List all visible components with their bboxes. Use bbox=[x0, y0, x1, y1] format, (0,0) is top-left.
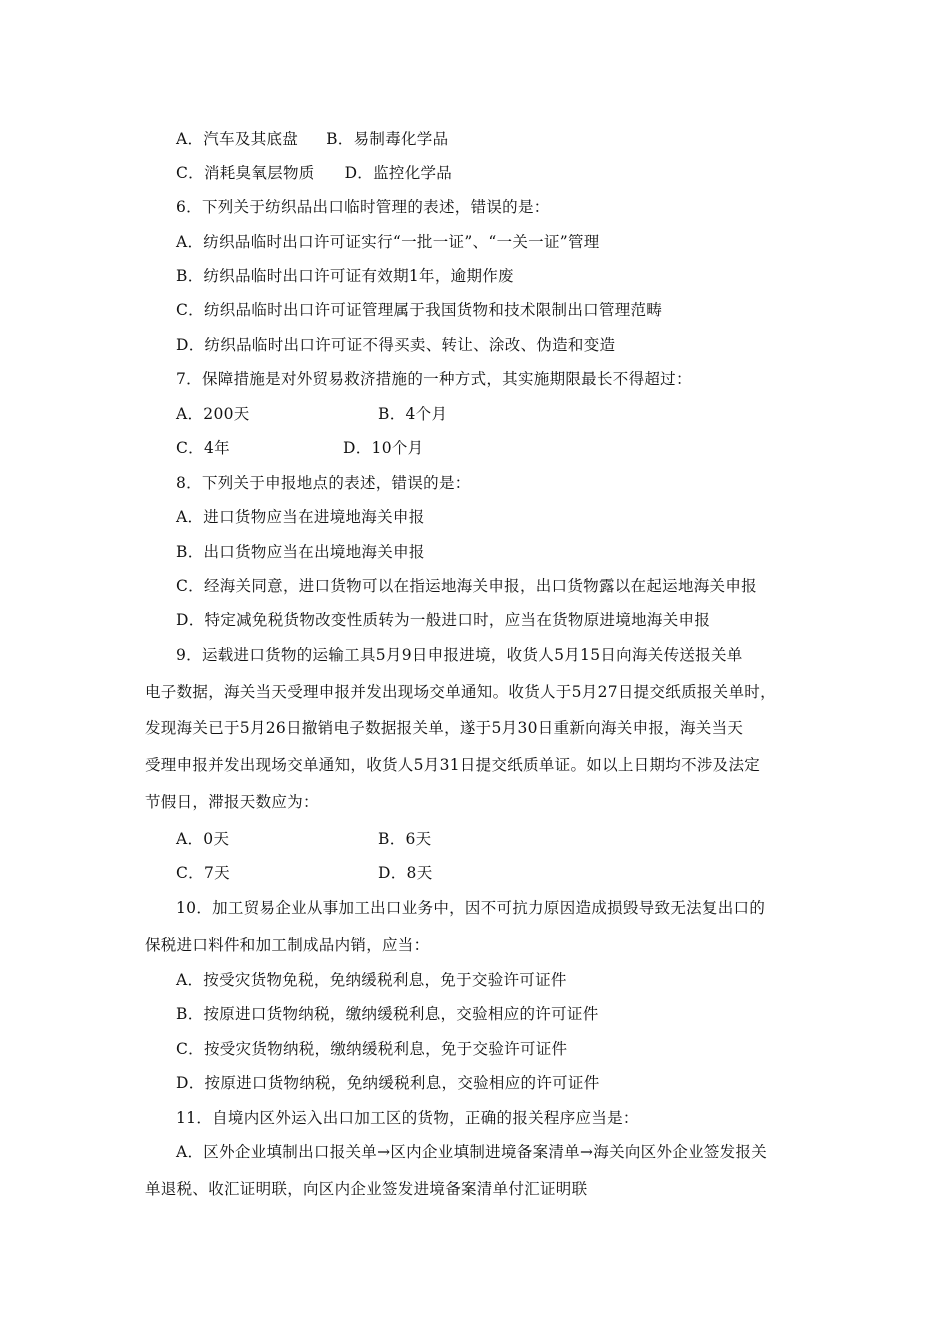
q7-options-row-1 bbox=[176, 404, 447, 424]
q10-option-c: C．按受灾货物纳税，缴纳缓税利息，免于交验许可证件 bbox=[176, 1040, 568, 1058]
q5-option-a: A．汽车及其底盘 bbox=[176, 130, 299, 148]
q7-options-row-2 bbox=[176, 438, 423, 458]
q6-option-c: C．纺织品临时出口许可证管理属于我国货物和技术限制出口管理范畴 bbox=[176, 301, 663, 319]
q10-option-d: D．按原进口货物纳税，免纳缓税利息，交验相应的许可证件 bbox=[176, 1074, 600, 1092]
q6-option-d: D．纺织品临时出口许可证不得买卖、转让、涂改、伪造和变造 bbox=[176, 336, 616, 354]
q8-option-d: D．特定减免税货物改变性质转为一般进口时，应当在货物原进境地海关申报 bbox=[176, 611, 711, 629]
q9-stem-line-4: 受理申报并发出现场交单通知，收货人5月31日提交纸质单证。如以上日期均不涉及法定 bbox=[145, 756, 761, 774]
q9-options-row-1 bbox=[176, 829, 431, 849]
q7-option-a: A．200天 bbox=[176, 405, 250, 423]
q5-option-b: B．易制毒化学品 bbox=[326, 130, 449, 148]
q9-option-b: B．6天 bbox=[378, 830, 432, 848]
q10-stem-line-2: 保税进口料件和加工制成品内销，应当： bbox=[145, 936, 430, 954]
q9-option-a: A．0天 bbox=[176, 830, 230, 848]
q9-stem-line-2: 电子数据，海关当天受理申报并发出现场交单通知。收货人于5月27日提交纸质报关单时， bbox=[145, 683, 776, 701]
q10-option-a: A．按受灾货物免税，免纳缓税利息，免于交验许可证件 bbox=[176, 971, 567, 989]
q7-stem: 7．保障措施是对外贸易救济措施的一种方式，其实施期限最长不得超过： bbox=[176, 370, 692, 388]
q9-stem-line-1: 9．运载进口货物的运输工具5月9日申报进境，收货人5月15日向海关传送报关单 bbox=[176, 646, 743, 664]
q9-option-d: D．8天 bbox=[378, 864, 433, 882]
q5-options-row-1 bbox=[176, 129, 448, 149]
q10-stem-line-1: 10．加工贸易企业从事加工出口业务中，因不可抗力原因造成损毁导致无法复出口的 bbox=[176, 899, 766, 917]
q9-stem-line-3: 发现海关已于5月26日撤销电子数据报关单，遂于5月30日重新向海关申报，海关当天 bbox=[145, 719, 744, 737]
q5-option-d: D．监控化学品 bbox=[344, 164, 453, 182]
q8-stem: 8．下列关于申报地点的表述，错误的是： bbox=[176, 474, 471, 492]
q5-option-c: C．消耗臭氧层物质 bbox=[176, 164, 315, 182]
q11-option-a-line-1: A．区外企业填制出口报关单→区内企业填制进境备案清单→海关向区外企业签发报关 bbox=[176, 1143, 768, 1161]
q9-option-c: C．7天 bbox=[176, 864, 230, 882]
q8-option-a: A．进口货物应当在进境地海关申报 bbox=[176, 508, 425, 526]
q6-option-b: B．纺织品临时出口许可证有效期1年，逾期作废 bbox=[176, 267, 514, 285]
q6-stem: 6．下列关于纺织品出口临时管理的表述，错误的是： bbox=[176, 198, 550, 216]
q8-option-c: C．经海关同意，进口货物可以在指运地海关申报，出口货物露以在起运地海关申报 bbox=[176, 577, 757, 595]
q7-option-b: B．4个月 bbox=[378, 405, 448, 423]
q9-stem-line-5: 节假日，滞报天数应为： bbox=[145, 793, 319, 811]
q7-option-c: C．4年 bbox=[176, 439, 230, 457]
q5-options-row-2 bbox=[176, 163, 452, 183]
q9-options-row-2 bbox=[176, 863, 433, 883]
q11-option-a-line-2: 单退税、收汇证明联，向区内企业签发进境备案清单付汇证明联 bbox=[145, 1180, 588, 1198]
q7-option-d: D．10个月 bbox=[343, 439, 424, 457]
q8-option-b: B．出口货物应当在出境地海关申报 bbox=[176, 543, 425, 561]
q11-stem: 11．自境内区外运入出口加工区的货物，正确的报关程序应当是： bbox=[176, 1109, 639, 1127]
q10-option-b: B．按原进口货物纳税，缴纳缓税利息，交验相应的许可证件 bbox=[176, 1005, 599, 1023]
q6-option-a: A．纺织品临时出口许可证实行“一批一证”、“一关一证”管理 bbox=[176, 233, 600, 251]
